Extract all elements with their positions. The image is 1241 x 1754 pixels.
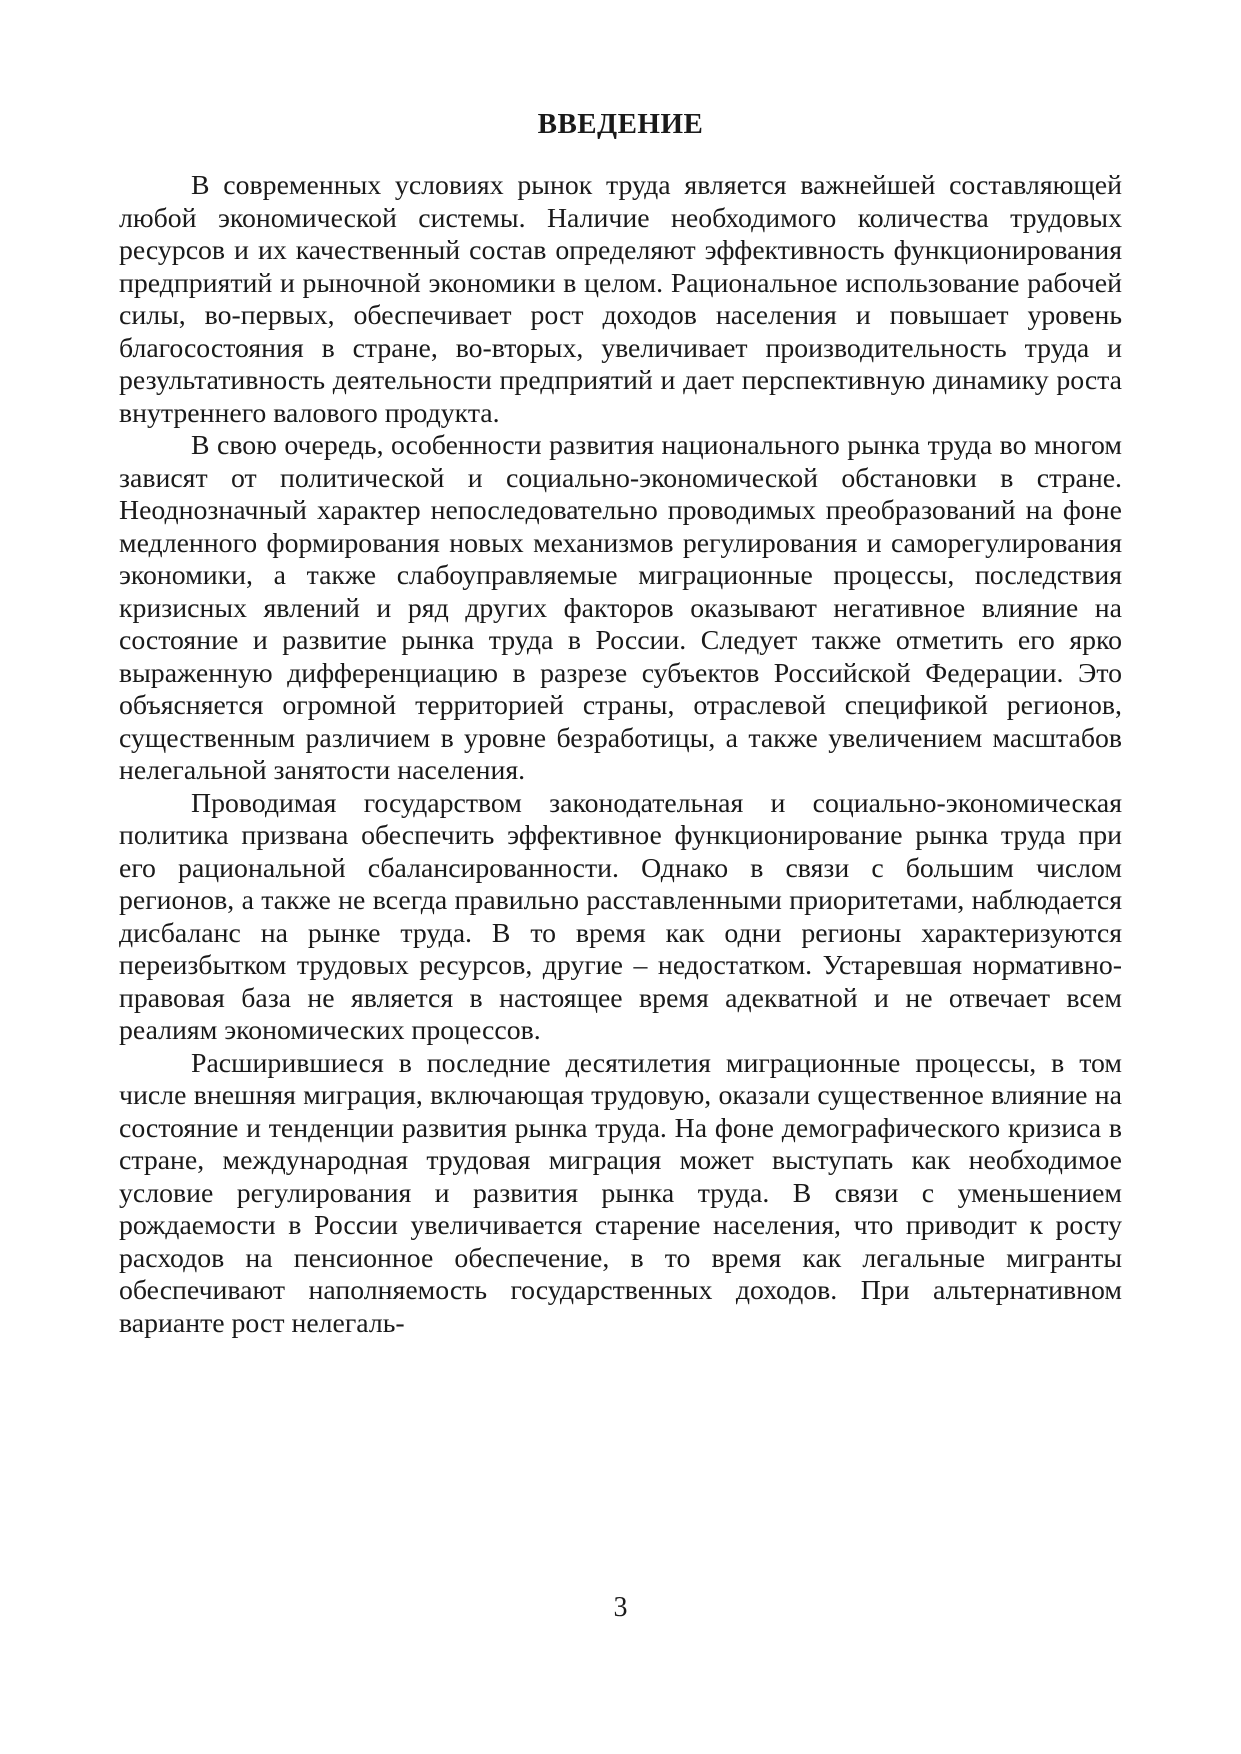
paragraph-4: Расширившиеся в последние десятилетия миграционные процессы, в том числе внешняя миграция, включающая трудовую, оказали существенное влияние на состояние и тенденции развития рынка труда. На фоне демографического кризиса в стране, международная трудовая миграция может выступать как необходимое условие регулирования и развития рынка труда. В связи с уменьшением рождаемости в России увеличивается старение населения, что приводит к росту расходов на пенсионное обеспечение, в то время как легальные мигранты обеспечивают наполняемость государственных доходов. При альтернативном варианте рост нелегаль- <box>119 1047 1122 1339</box>
paragraph-1: В современных условиях рынок труда является важнейшей составляющей любой экономической системы. Наличие необходимого количества трудовых ресурсов и их качественный состав определяют эффективность функционирования предприятий и рыночной экономики в целом. Рациональное использование рабочей силы, во-первых, обеспечивает рост доходов населения и повышает уровень благосостояния в стране, во-вторых, увеличивает производительность труда и результативность деятельности предприятий и дает перспективную динамику роста внутреннего валового продукта. <box>119 170 1122 429</box>
paragraph-3: Проводимая государством законодательная и социально-экономическая политика призвана обеспечить эффективное функционирование рынка труда при его рациональной сбалансированности. Однако в связи с большим числом регионов, а также не всегда правильно расставленными приоритетами, наблюдается дисбаланс на рынке труда. В то время как одни регионы характеризуются переизбытком трудовых ресурсов, другие – недостатком. Устаревшая нормативно-правовая база не является в настоящее время адекватной и не отвечает всем реалиям экономических процессов. <box>119 787 1122 1046</box>
paragraph-2: В свою очередь, особенности развития национального рынка труда во многом зависят от политической и социально-экономической обстановки в стране. Неоднозначный характер непоследовательно проводимых преобразований на фоне медленного формирования новых механизмов регулирования и саморегулирования экономики, а также слабоуправляемые миграционные процессы, последствия кризисных явлений и ряд других факторов оказывают негативное влияние на состояние и развитие рынка труда в России. Следует также отметить его ярко выраженную дифференциацию в разрезе субъектов Российской Федерации. Это объясняется огромной территорией страны, отраслевой спецификой регионов, существенным различием в уровне безработицы, а также увеличением масштабов нелегальной занятости населения. <box>119 430 1122 786</box>
page-number: 3 <box>613 1592 628 1623</box>
body-text <box>119 170 1122 1340</box>
page-title: ВВЕДЕНИЕ <box>537 108 704 140</box>
